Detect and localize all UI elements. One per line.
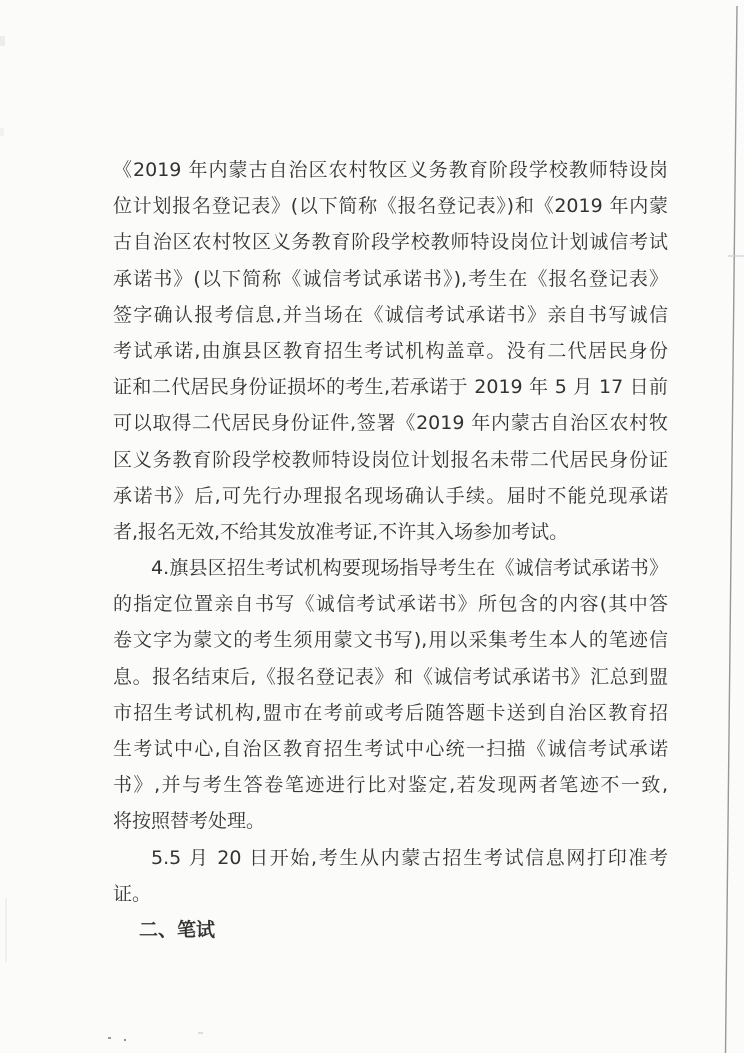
text-line: 区义务教育阶段学校教师特设岗位计划报名未带二代居民身份证 xyxy=(113,448,668,471)
text-line: 者,报名无效,不给其发放准考证,不许其入场参加考试。 xyxy=(113,520,569,543)
text-line: 承诺书》(以下简称《诚信考试承诺书》),考生在《报名登记表》 xyxy=(113,267,668,290)
text-line: 承诺书》后,可先行办理报名现场确认手续。届时不能兑现承诺 xyxy=(113,484,668,507)
text-line: 5.5 月 20 日开始,考生从内蒙古招生考试信息网打印准考 xyxy=(151,846,668,869)
text-line: 可以取得二代居民身份证件,签署《2019 年内蒙古自治区农村牧 xyxy=(113,412,668,435)
scan-speck xyxy=(108,1037,111,1039)
scan-speck xyxy=(124,1039,126,1041)
text-line: 生考试中心,自治区教育招生考试中心统一扫描《诚信考试承诺 xyxy=(113,738,668,760)
text-line: 《2019 年内蒙古自治区农村牧区义务教育阶段学校教师特设岗 xyxy=(113,159,668,181)
scan-speck xyxy=(5,898,7,962)
text-line: 二、笔试 xyxy=(139,918,216,941)
page-edge-line xyxy=(726,6,738,1053)
text-line: 息。报名结束后,《报名登记表》和《诚信考试承诺书》汇总到盟 xyxy=(113,665,668,688)
text-line: 书》,并与考生答卷笔迹进行比对鉴定,若发现两者笔迹不一致, xyxy=(113,774,668,797)
text-line: 位计划报名登记表》(以下简称《报名登记表》)和《2019 年内蒙 xyxy=(113,195,668,218)
document-text xyxy=(113,152,668,948)
text-line: 4.旗县区招生考试机构要现场指导考生在《诚信考试承诺书》 xyxy=(151,557,668,580)
text-line: 卷文字为蒙文的考生须用蒙文书写),用以采集考生本人的笔迹信 xyxy=(113,629,668,652)
text-line: 的指定位置亲自书写《诚信考试承诺书》所包含的内容(其中答 xyxy=(113,593,668,616)
text-line: 考试承诺,由旗县区教育招生考试机构盖章。没有二代居民身份 xyxy=(113,339,668,362)
scan-speck xyxy=(0,36,5,46)
scan-speck xyxy=(0,128,4,136)
scan-speck xyxy=(198,1032,203,1034)
text-line: 证和二代居民身份证损坏的考生,若承诺于 2019 年 5 月 17 日前 xyxy=(113,376,668,399)
text-line: 签字确认报考信息,并当场在《诚信考试承诺书》亲自书写诚信 xyxy=(113,303,668,326)
text-line: 市招生考试机构,盟市在考前或考后随答题卡送到自治区教育招 xyxy=(113,701,668,724)
text-line: 证。 xyxy=(113,882,152,905)
text-line: 古自治区农村牧区义务教育阶段学校教师特设岗位计划诚信考试 xyxy=(113,231,668,254)
text-line: 将按照替考处理。 xyxy=(113,810,266,833)
